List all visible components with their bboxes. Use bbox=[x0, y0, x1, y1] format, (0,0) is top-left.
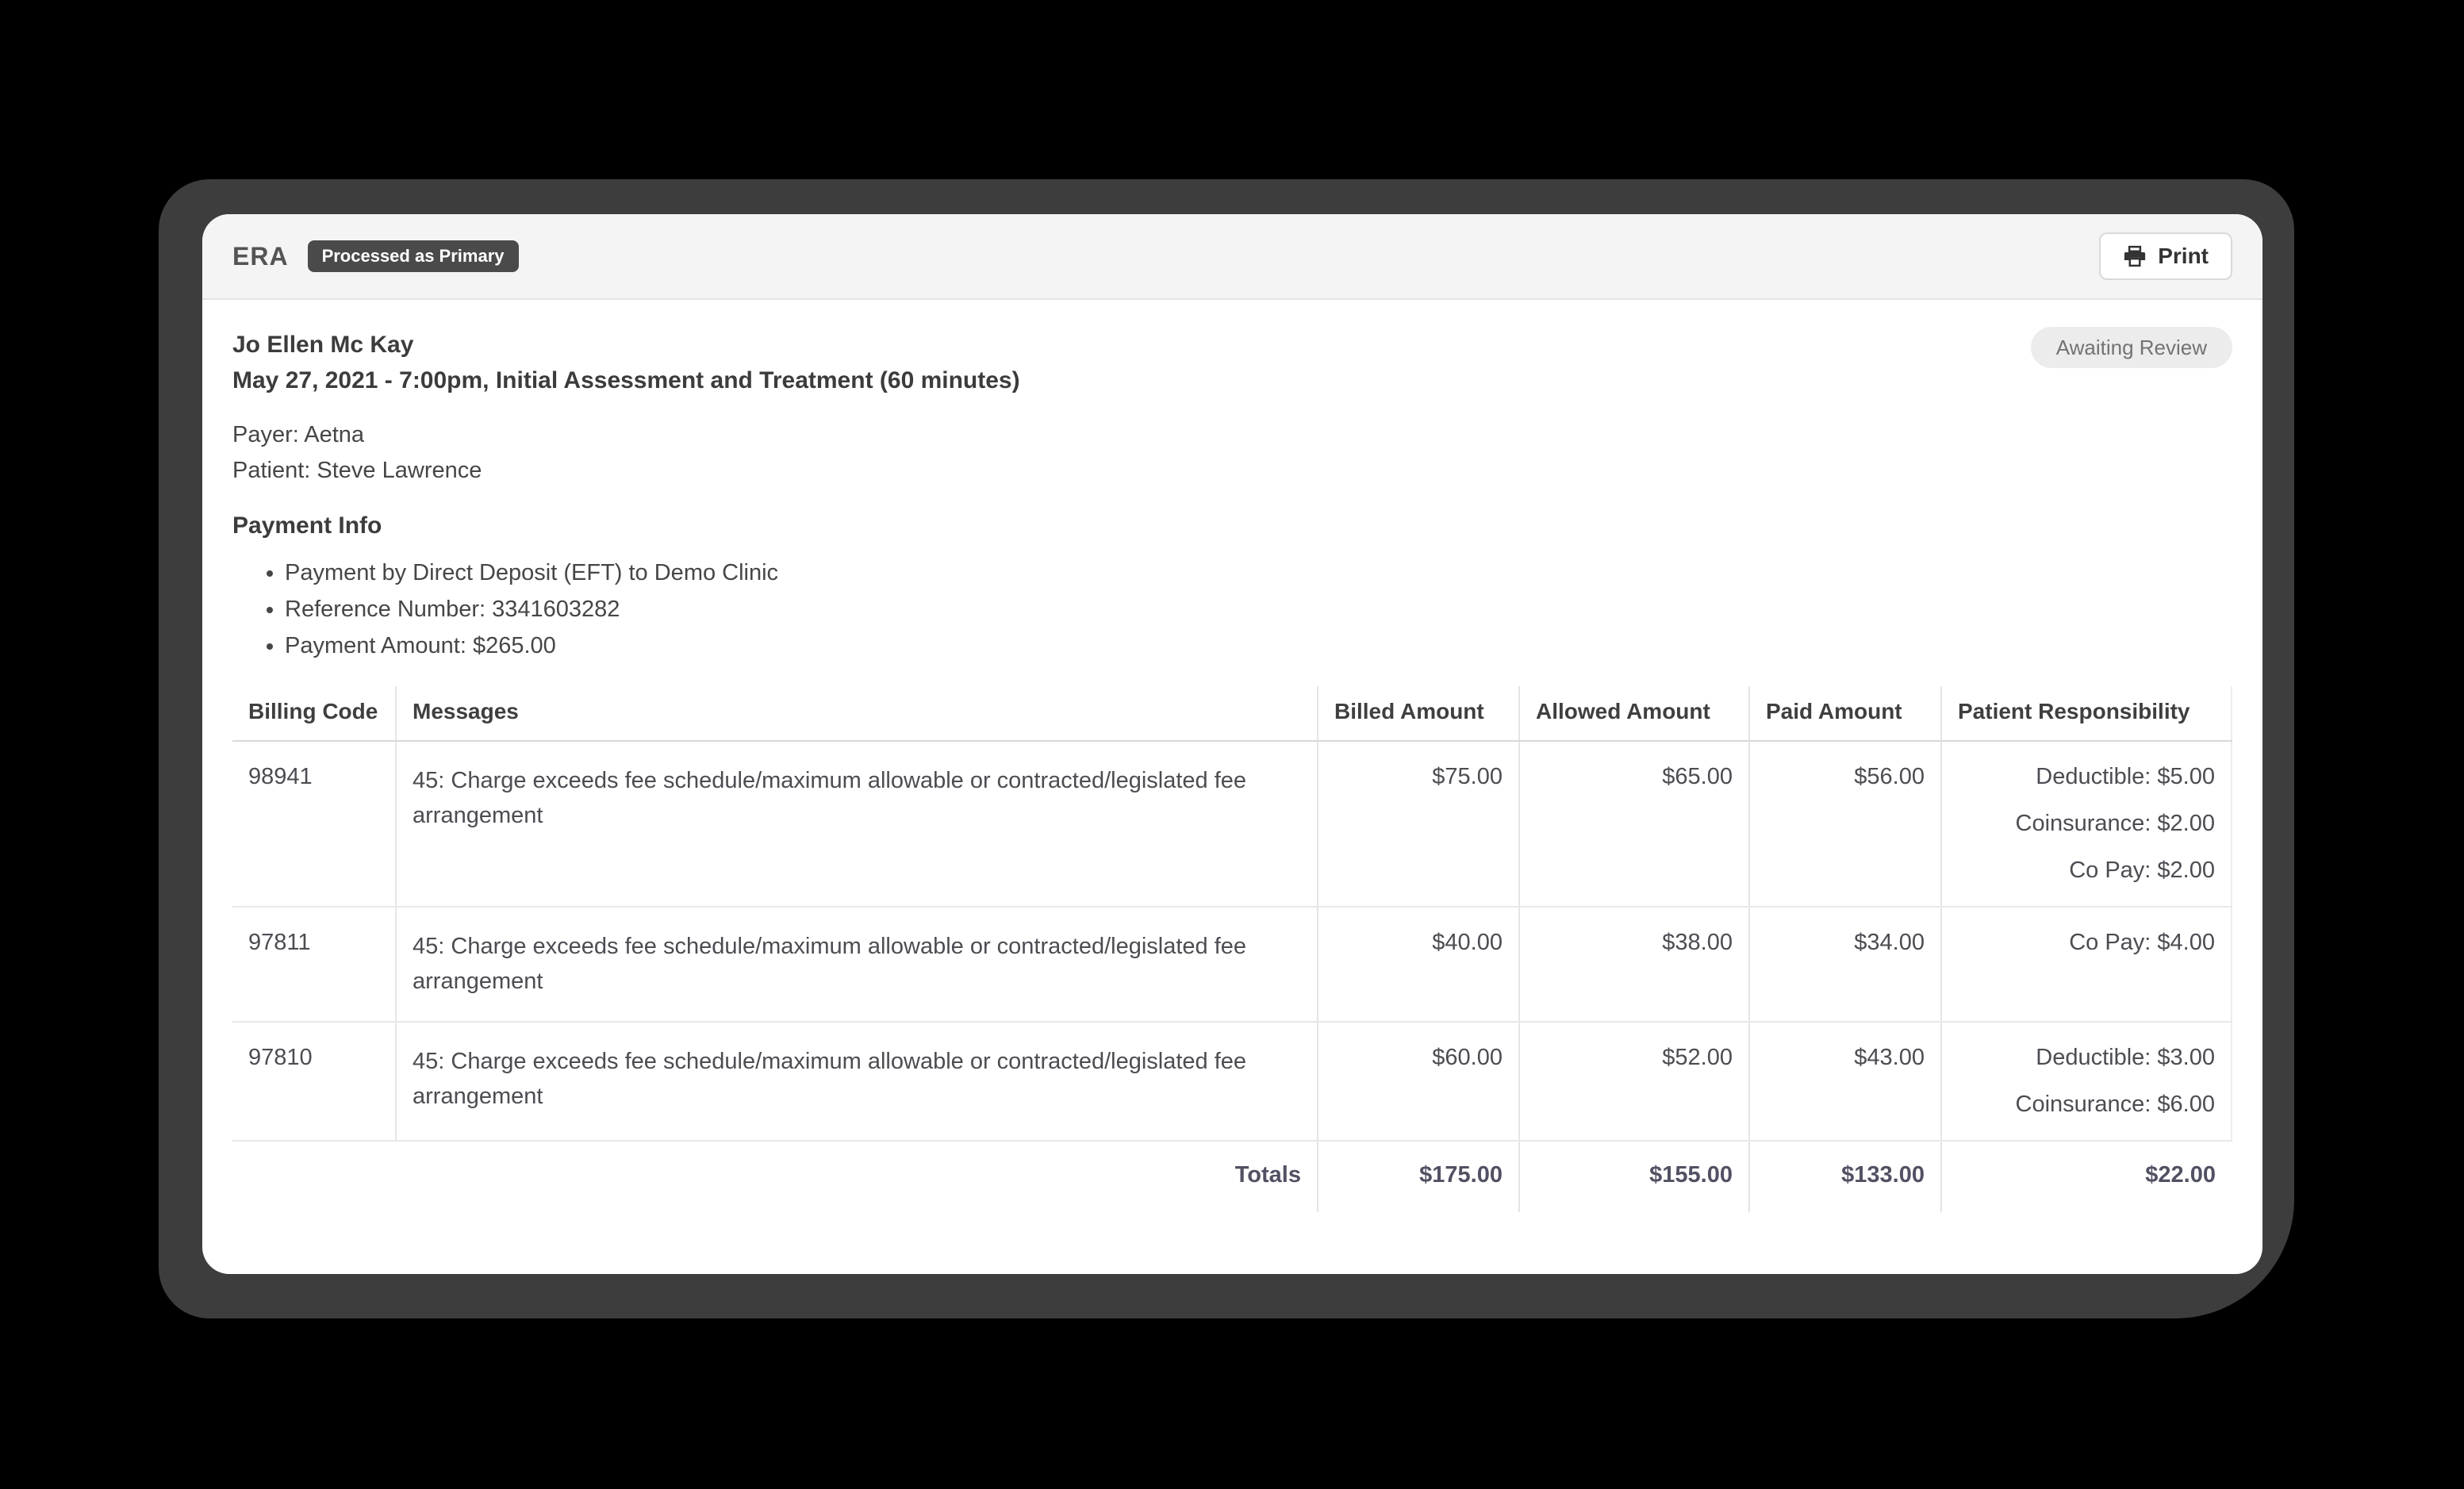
patient-header-row bbox=[232, 327, 2232, 398]
table-header-row bbox=[232, 686, 2232, 741]
payment-info-item: • Payment Amount: $265.00 bbox=[285, 628, 2232, 665]
payment-info-item: • Reference Number: 3341603282 bbox=[285, 592, 2232, 628]
processed-as-primary-badge: Processed as Primary bbox=[308, 240, 519, 272]
payment-info-heading: Payment Info bbox=[232, 512, 382, 539]
responsibility-line: Coinsurance: $2.00 bbox=[2015, 811, 2215, 837]
payer-line: Payer: Aetna bbox=[232, 422, 365, 447]
paid-amount-cell: $34.00 bbox=[1749, 907, 1941, 1022]
totals-label: Totals bbox=[1234, 1162, 1301, 1188]
payment-info-list bbox=[232, 555, 2232, 664]
status-badge: Awaiting Review bbox=[2031, 327, 2232, 368]
column-header: Patient Responsibility bbox=[1941, 686, 2232, 741]
payment-info-item: • Payment by Direct Deposit (EFT) to Demo Clinic bbox=[285, 555, 2232, 592]
billed-amount-cell: $75.00 bbox=[1318, 741, 1519, 907]
billed-amount-cell: $40.00 bbox=[1318, 907, 1519, 1022]
allowed-amount-cell: $65.00 bbox=[1519, 741, 1749, 907]
allowed-amount-cell: $38.00 bbox=[1519, 907, 1749, 1022]
era-claims-table bbox=[232, 686, 2232, 1212]
paid-amount-cell: $43.00 bbox=[1749, 1022, 1941, 1141]
column-header: Billed Amount bbox=[1318, 686, 1519, 741]
messages-cell: 45: Charge exceeds fee schedule/maximum allowable or contracted/legislated fee arrangement bbox=[396, 907, 1318, 1022]
billing-code-cell: 98941 bbox=[232, 741, 396, 907]
totals-allowed: $155.00 bbox=[1519, 1141, 1749, 1212]
messages-cell: 45: Charge exceeds fee schedule/maximum allowable or contracted/legislated fee arrangement bbox=[396, 741, 1318, 907]
billed-amount-cell: $60.00 bbox=[1318, 1022, 1519, 1141]
responsibility-line: Coinsurance: $6.00 bbox=[2015, 1092, 2215, 1118]
printer-icon bbox=[2123, 244, 2147, 268]
claim-meta bbox=[232, 417, 2232, 489]
totals-paid: $133.00 bbox=[1749, 1141, 1941, 1212]
patient-line: Patient: Steve Lawrence bbox=[232, 457, 482, 483]
column-header: Paid Amount bbox=[1749, 686, 1941, 741]
totals-responsibility: $22.00 bbox=[1941, 1141, 2232, 1212]
responsibility-line: Deductible: $3.00 bbox=[2036, 1045, 2215, 1071]
responsibility-line: Co Pay: $4.00 bbox=[2069, 930, 2215, 956]
patient-name: Jo Ellen Mc Kay bbox=[232, 332, 414, 358]
era-card bbox=[202, 214, 2263, 1274]
patient-header-text bbox=[232, 327, 1020, 398]
table-body bbox=[232, 741, 2232, 1141]
responsibility-line: Co Pay: $2.00 bbox=[2069, 858, 2215, 884]
responsibility-line: Deductible: $5.00 bbox=[2036, 764, 2215, 790]
totals-row bbox=[232, 1141, 2232, 1212]
allowed-amount-cell: $52.00 bbox=[1519, 1022, 1749, 1141]
era-card-header bbox=[202, 214, 2263, 300]
column-header: Billing Code bbox=[232, 686, 396, 741]
column-header: Messages bbox=[396, 686, 1318, 741]
print-button[interactable] bbox=[2099, 232, 2232, 280]
column-header: Allowed Amount bbox=[1519, 686, 1749, 741]
billing-code-cell: 97810 bbox=[232, 1022, 396, 1141]
appointment-title: May 27, 2021 - 7:00pm, Initial Assessment and Treatment (60 minutes) bbox=[232, 367, 1020, 393]
billing-code-cell: 97811 bbox=[232, 907, 396, 1022]
messages-cell: 45: Charge exceeds fee schedule/maximum allowable or contracted/legislated fee arrangement bbox=[396, 1022, 1318, 1141]
table-row bbox=[232, 741, 2232, 907]
table-row bbox=[232, 1022, 2232, 1141]
table-row bbox=[232, 907, 2232, 1022]
patient-responsibility-cell bbox=[1941, 741, 2232, 907]
era-title: ERA bbox=[232, 241, 289, 271]
paid-amount-cell: $56.00 bbox=[1749, 741, 1941, 907]
patient-responsibility-cell bbox=[1941, 907, 2232, 1022]
totals-spacer-cell bbox=[232, 1141, 396, 1212]
patient-responsibility-cell bbox=[1941, 1022, 2232, 1141]
print-button-label: Print bbox=[2158, 244, 2209, 268]
totals-billed: $175.00 bbox=[1318, 1141, 1519, 1212]
era-card-body bbox=[202, 300, 2263, 1212]
